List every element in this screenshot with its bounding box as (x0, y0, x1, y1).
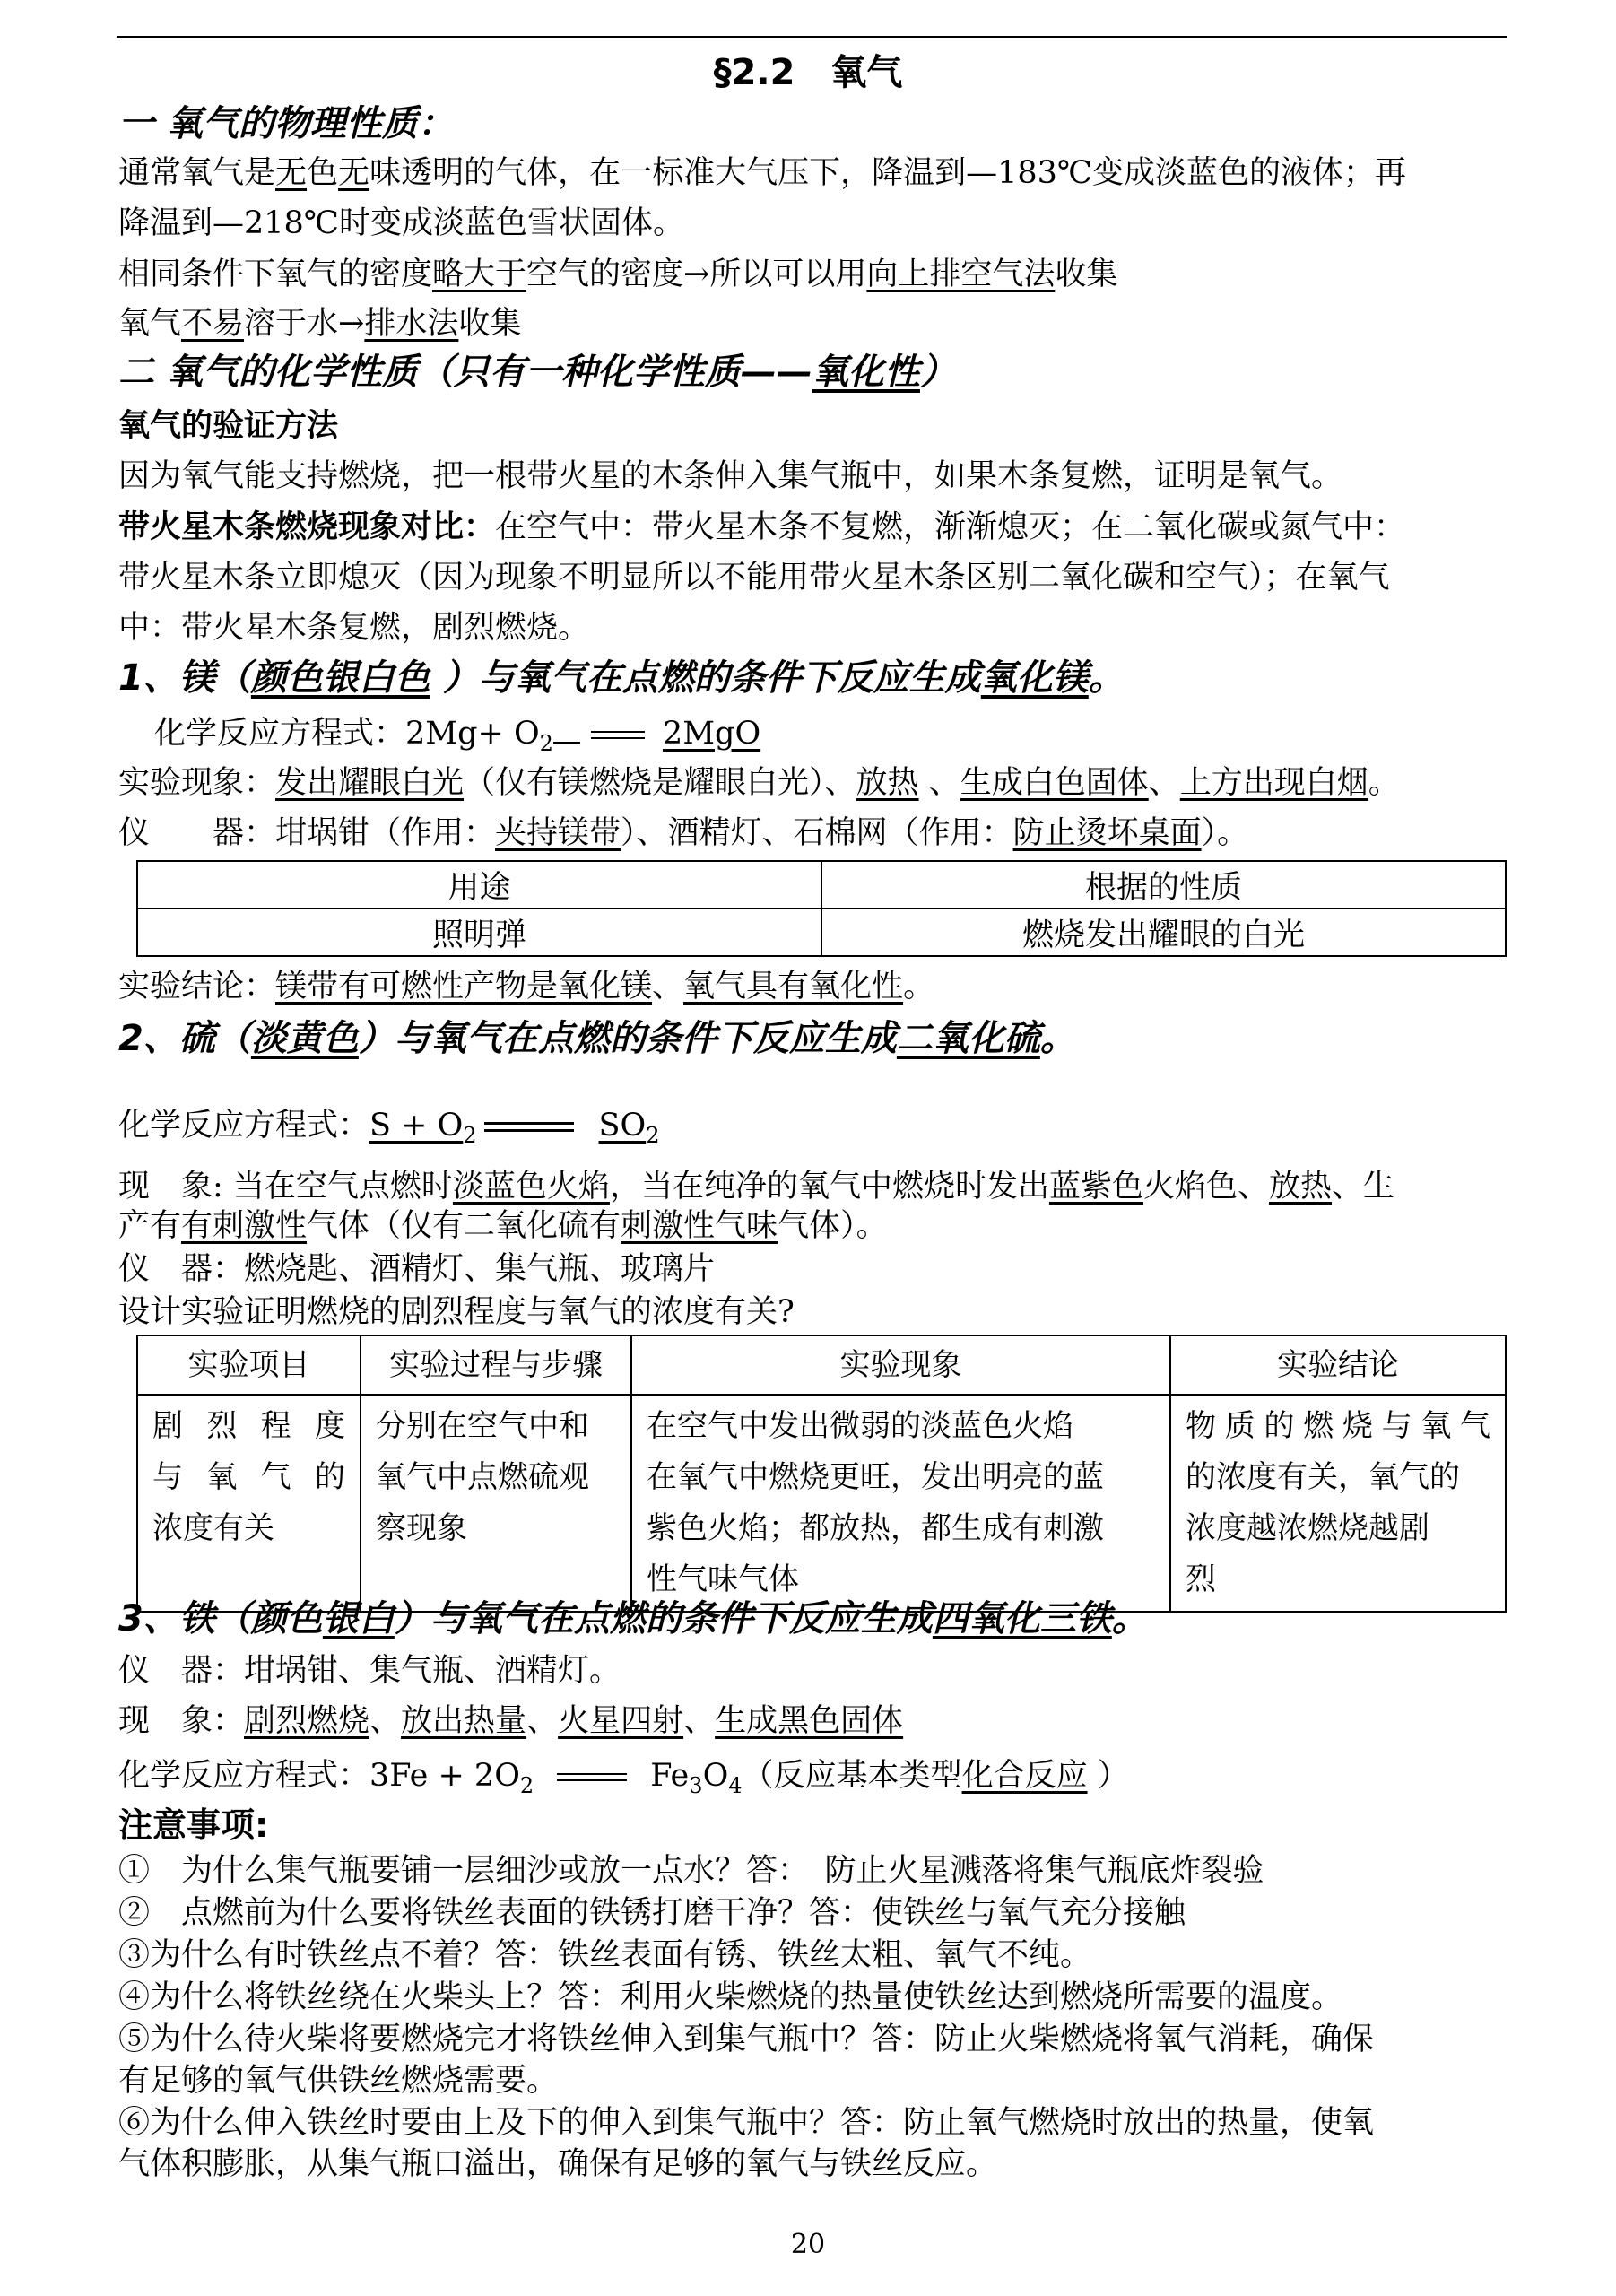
note-5-line-2: 有足够的氧气供铁丝燃烧需要。 (118, 2063, 559, 2099)
note-2: ② 点燃前为什么要将铁丝表面的铁锈打磨干净？答：使铁丝与氧气充分接触 (118, 1895, 1186, 1931)
table-cell-steps: 分别在空气中和 氧气中点燃硫观 察现象 (361, 1395, 631, 1612)
iron-instruments: 仪 器：坩埚钳、集气瓶、酒精灯。 (118, 1653, 621, 1689)
table-header-conclusion: 实验结论 (1170, 1335, 1506, 1395)
magnesium-conclusion: 实验结论：镁带有可燃性产物是氧化镁、氧气具有氧化性。 (118, 969, 935, 1004)
table-header-property: 根据的性质 (821, 861, 1506, 909)
verify-method-title: 氧气的验证方法 (118, 408, 339, 444)
table-cell-item: 剧烈程度 与氧气的 浓度有关 (137, 1395, 361, 1612)
note-4: ④为什么将铁丝绕在火柴头上？答：利用火柴燃烧的热量使铁丝达到燃烧所需要的温度。 (118, 1979, 1343, 2015)
table-header-steps: 实验过程与步骤 (361, 1335, 631, 1395)
magnesium-heading: 1、镁（颜色银白色 ）与氧气在点燃的条件下反应生成氧化镁。 (118, 657, 1125, 699)
table-header-item: 实验项目 (137, 1335, 361, 1395)
table-cell-phenomenon: 在空气中发出微弱的淡蓝色火焰 在氧气中燃烧更旺，发出明亮的蓝 紫色火焰；都放热，都生成有刺激 性气味气体 (631, 1395, 1170, 1612)
magnesium-phenomenon: 实验现象：发出耀眼白光（仅有镁燃烧是耀眼白光）、放热 、生成白色固体、上方出现白烟。 (118, 765, 1400, 801)
section-physical-heading: 一 氧气的物理性质： (118, 103, 454, 144)
compare-line-2: 带火星木条立即熄灭（因为现象不明显所以不能用带火星木条区别二氧化碳和空气）；在氧气 (118, 560, 1390, 596)
solubility-text: 氧气不易溶于水→排水法收集 (118, 306, 522, 342)
equation-equals-sign (484, 1118, 574, 1136)
page-number: 20 (790, 2229, 826, 2260)
compare-line-3: 中：带火星木条复燃，剧烈燃烧。 (118, 610, 590, 646)
magnesium-equation: 化学反应方程式：$2Mg+ O_2$ 2MgO (154, 716, 761, 756)
note-5-line-1: ⑤为什么待火柴将要燃烧完才将铁丝伸入到集气瓶中？答：防止火柴燃烧将氧气消耗，确保 (118, 2022, 1375, 2057)
note-6-line-1: ⑥为什么伸入铁丝时要由上及下的伸入到集气瓶中？答：防止氧气燃烧时放出的热量，使氧 (118, 2105, 1375, 2141)
sulfur-phenomenon-line-1: 现 象: 当在空气点燃时淡蓝色火焰，当在纯净的氧气中燃烧时发出蓝紫色火焰色、放热、生 (118, 1169, 1395, 1205)
table-header-phenomenon: 实验现象 (631, 1335, 1170, 1395)
sulfur-equation: 化学反应方程式：$S + O_2$ $SO_2$ (118, 1108, 660, 1148)
verify-method-text: 因为氧气能支持燃烧，把一根带火星的木条伸入集气瓶中，如果木条复燃，证明是氧气。 (118, 458, 1343, 494)
sulfur-instruments: 仪 器：燃烧匙、酒精灯、集气瓶、玻璃片 (118, 1251, 716, 1287)
physical-text-line-1: 通常氧气是无色无味透明的气体，在一标准大气压下，降温到—183℃变成淡蓝色的液体；再 (118, 155, 1407, 191)
note-3: ③为什么有时铁丝点不着？答：铁丝表面有锈、铁丝太粗、氧气不纯。 (118, 1937, 1092, 1973)
sulfur-phenomenon-line-2: 产有有刺激性气体（仅有二氧化硫有刺激性气味气体）。 (118, 1208, 888, 1244)
table-cell-property: 燃烧发出耀眼的白光 (821, 909, 1506, 956)
experiment-design-question: 设计实验证明燃烧的剧烈程度与氧气的浓度有关? (118, 1294, 795, 1330)
iron-phenomenon: 现 象：剧烈燃烧、放出热量、火星四射、生成黑色固体 (118, 1703, 904, 1739)
equation-equals-sign (591, 726, 645, 744)
magnesium-use-table (136, 860, 1507, 957)
top-rule (117, 36, 1507, 38)
compare-line-1: 带火星木条燃烧现象对比：在空气中：带火星木条不复燃，渐渐熄灭；在二氧化碳或氮气中： (118, 509, 1406, 545)
iron-equation: 化学反应方程式：$3Fe + 2O_2$ $Fe_3O_4$（反应基本类型化合反应 ） (118, 1758, 1129, 1798)
note-6-line-2: 气体积膨胀，从集气瓶口溢出，确保有足够的氧气与铁丝反应。 (118, 2146, 998, 2182)
section-chemical-heading: 二 氧气的化学性质（只有一种化学性质——氧化性） (118, 352, 956, 393)
note-1: ① 为什么集气瓶要铺一层细沙或放一点水？答： 防止火星溅落将集气瓶底炸裂验 (118, 1853, 1264, 1889)
table-cell-use: 照明弹 (137, 909, 821, 956)
sulfur-heading: 2、硫（淡黄色）与氧气在点燃的条件下反应生成二氧化硫。 (118, 1018, 1076, 1059)
density-text: 相同条件下氧气的密度略大于空气的密度→所以可以用向上排空气法收集 (118, 257, 1118, 292)
table-cell-conclusion: 物质的燃烧与氧气 的浓度有关，氧气的 浓度越浓燃烧越剧 烈 (1170, 1395, 1506, 1612)
notes-title: 注意事项: (118, 1805, 269, 1845)
equation-equals-sign (557, 1769, 627, 1786)
physical-text-line-2: 降温到—218℃时变成淡蓝色雪状固体。 (118, 205, 684, 241)
magnesium-instruments: 仪 器：坩埚钳（作用：夹持镁带）、酒精灯、石棉网（作用：防止烫坏桌面）。 (118, 815, 1249, 851)
iron-heading: 3、铁（颜色银白）与氧气在点燃的条件下反应生成四氧化三铁。 (118, 1598, 1148, 1639)
experiment-table (136, 1335, 1507, 1613)
page-title: §2.2 氧气 (713, 52, 903, 93)
table-header-use: 用途 (137, 861, 821, 909)
